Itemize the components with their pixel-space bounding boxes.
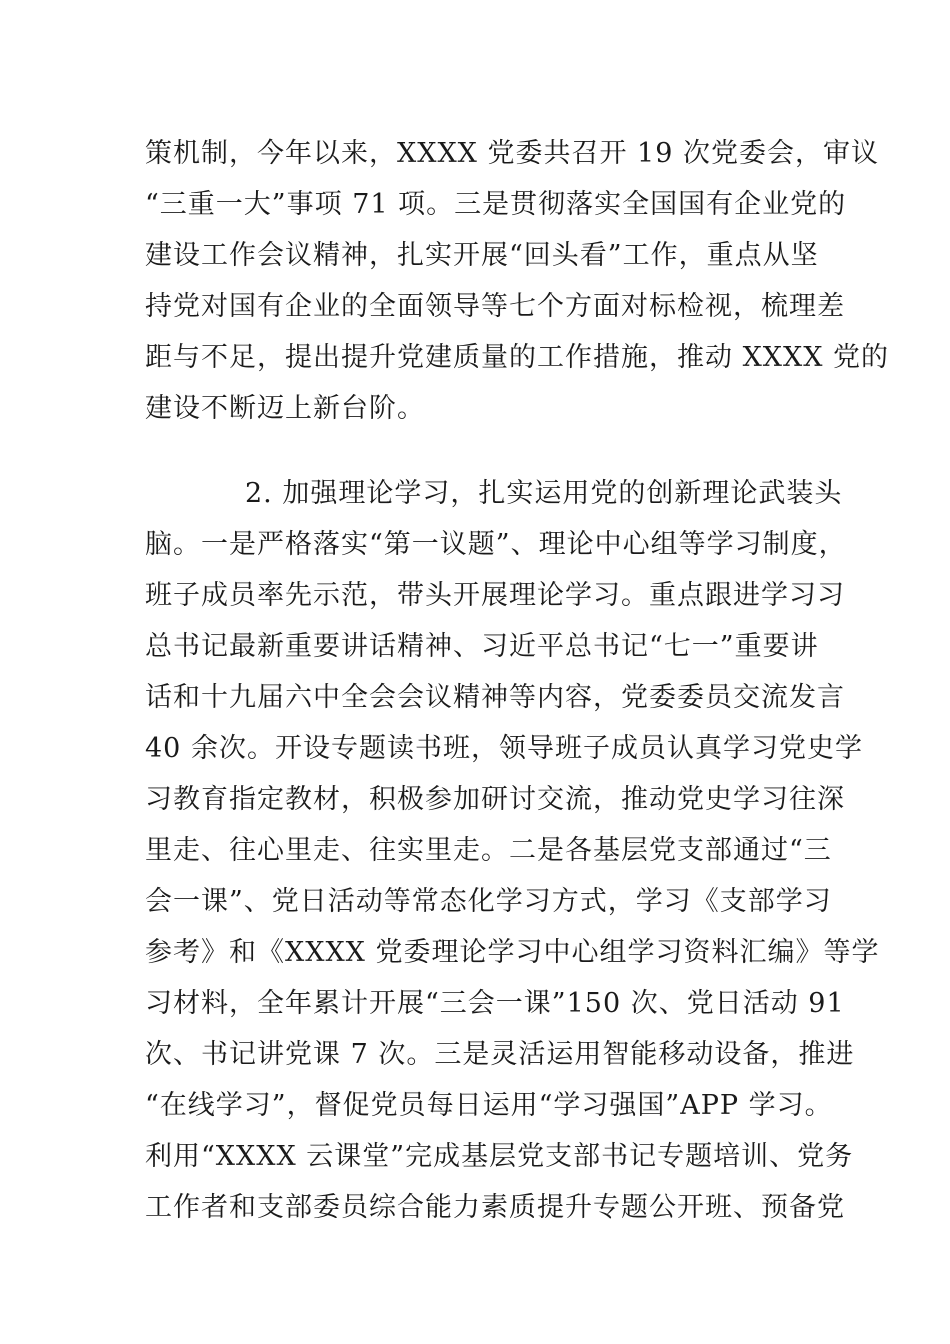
text-line: 建设不断迈上新台阶。 (145, 393, 425, 424)
text-line: “在线学习”，督促党员每日运用“学习强国”APP 学习。 (145, 1090, 833, 1121)
text-line: 总书记最新重要讲话精神、习近平总书记“七一”重要讲 (145, 631, 819, 662)
text-line: 习材料，全年累计开展“三会一课”150 次、党日活动 91 (145, 988, 845, 1019)
text-line: 次、书记讲党课 7 次。三是灵活运用智能移动设备，推进 (145, 1039, 855, 1070)
text-line: 持党对国有企业的全面领导等七个方面对标检视，梳理差 (145, 291, 845, 322)
text-line: 习教育指定教材，积极参加研讨交流，推动党史学习往深 (145, 784, 845, 815)
text-line: 距与不足，提出提升党建质量的工作措施，推动 XXXX 党的 (145, 342, 890, 373)
text-line: 建设工作会议精神，扎实开展“回头看”工作，重点从坚 (145, 240, 819, 271)
paragraph-2 (145, 468, 880, 1233)
text-line: 脑。一是严格落实“第一议题”、理论中心组等学习制度， (145, 529, 847, 560)
text-line: “三重一大”事项 71 项。三是贯彻落实全国国有企业党的 (145, 189, 847, 220)
text-line: 参考》和《XXXX 党委理论学习中心组学习资料汇编》等学 (145, 937, 880, 968)
text-line: 40 余次。开设专题读书班，领导班子成员认真学习党史学 (145, 733, 863, 764)
text-line: 班子成员率先示范，带头开展理论学习。重点跟进学习习 (145, 580, 845, 611)
text-line: 利用“XXXX 云课堂”完成基层党支部书记专题培训、党务 (145, 1141, 854, 1172)
paragraph-spacer (145, 434, 795, 468)
section-heading-line: 2. 加强理论学习，扎实运用党的创新理论武装头 (245, 478, 843, 509)
text-line: 策机制，今年以来，XXXX 党委共召开 19 次党委会，审议 (145, 138, 879, 169)
text-line: 工作者和支部委员综合能力素质提升专题公开班、预备党 (145, 1192, 845, 1223)
paragraph-1 (145, 128, 890, 434)
text-line: 会一课”、党日活动等常态化学习方式，学习《支部学习 (145, 886, 832, 917)
text-line: 话和十九届六中全会会议精神等内容，党委委员交流发言 (145, 682, 845, 713)
document-body (145, 128, 890, 1233)
text-line: 里走、往心里走、往实里走。二是各基层党支部通过“三 (145, 835, 832, 866)
